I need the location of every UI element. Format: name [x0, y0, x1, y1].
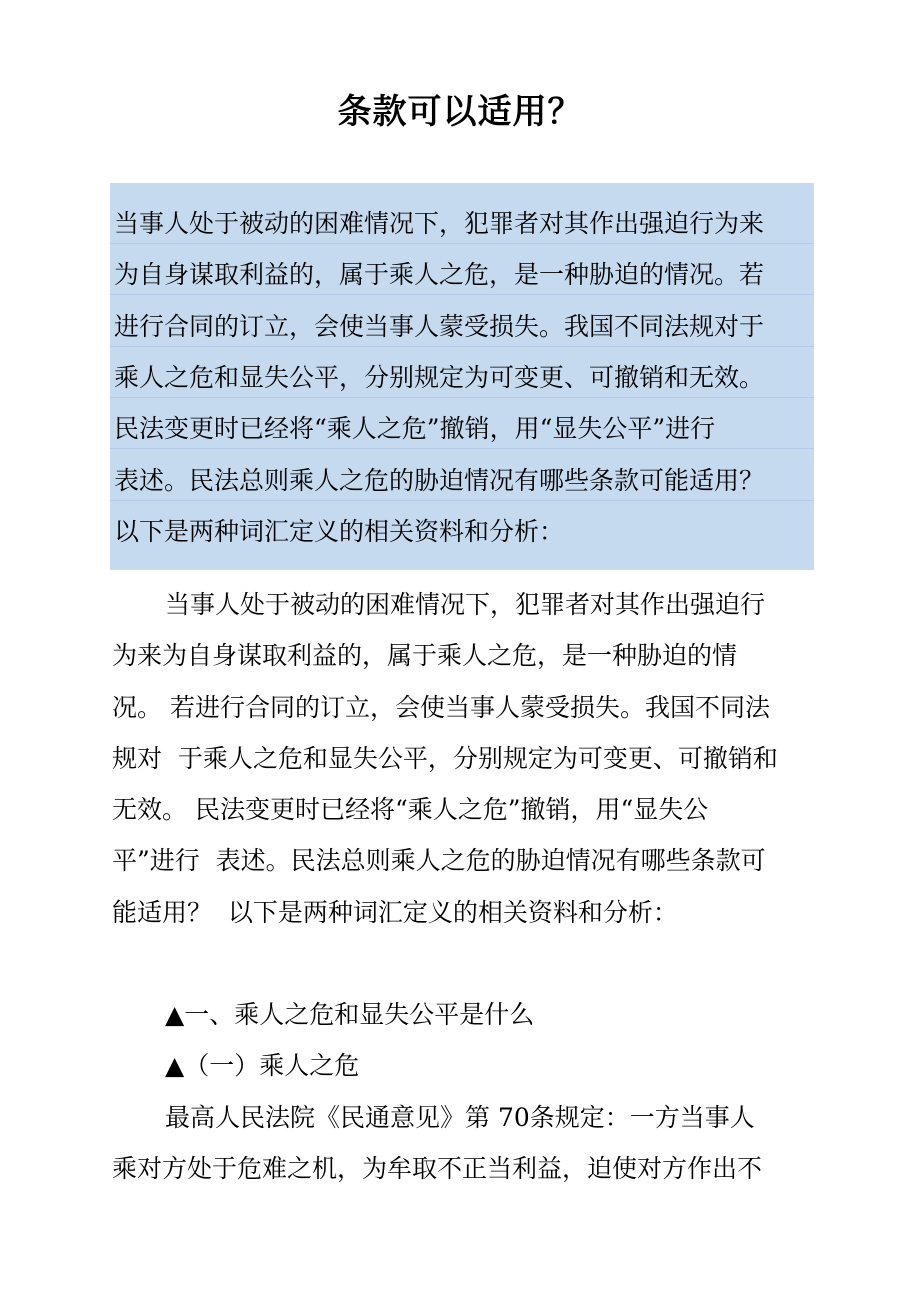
body-line: 最高人民法院《民通意见》第 70条规定：一方当事人: [165, 1103, 755, 1132]
summary-box: [110, 183, 814, 570]
body-line: 为来为自身谋取利益的，属于乘人之危，是一种胁迫的情: [112, 641, 738, 670]
section-heading: ▲一、乘人之危和显失公平是什么: [165, 1000, 535, 1029]
summary-line: 当事人处于被动的困难情况下，犯罪者对其作出强迫行为来: [110, 204, 814, 244]
body-line: 无效。 民法变更时已经将“乘人之危”撤销，用“显失公: [112, 795, 709, 824]
body-line: 规对 于乘人之危和显失公平，分别规定为可变更、可撤销和: [112, 744, 778, 773]
summary-line: 表述。民法总则乘人之危的胁迫情况有哪些条款可能适用？: [110, 461, 814, 501]
summary-line: 以下是两种词汇定义的相关资料和分析：: [114, 517, 565, 546]
body-line: 平”进行 表述。民法总则乘人之危的胁迫情况有哪些条款可: [112, 846, 766, 875]
body-line: 乘对方处于危难之机，为牟取不正当利益，迫使对方作出不: [112, 1154, 763, 1183]
summary-line: 民法变更时已经将“乘人之危”撤销，用“显失公平”进行: [110, 409, 814, 449]
page-title: 条款可以适用？: [337, 92, 583, 132]
summary-line: 乘人之危和显失公平，分别规定为可变更、可撤销和无效。: [110, 358, 814, 398]
summary-line: 为自身谋取利益的，属于乘人之危，是一种胁迫的情况。若: [110, 255, 814, 295]
body-line: 当事人处于被动的困难情况下，犯罪者对其作出强迫行: [165, 590, 766, 619]
summary-line: 进行合同的订立，会使当事人蒙受损失。我国不同法规对于: [110, 307, 814, 347]
body-line: 能适用？ 以下是两种词汇定义的相关资料和分析：: [112, 898, 678, 927]
subsection-heading: ▲（一）乘人之危: [165, 1051, 360, 1080]
body-line: 况。 若进行合同的订立，会使当事人蒙受损失。我国不同法: [112, 693, 770, 722]
